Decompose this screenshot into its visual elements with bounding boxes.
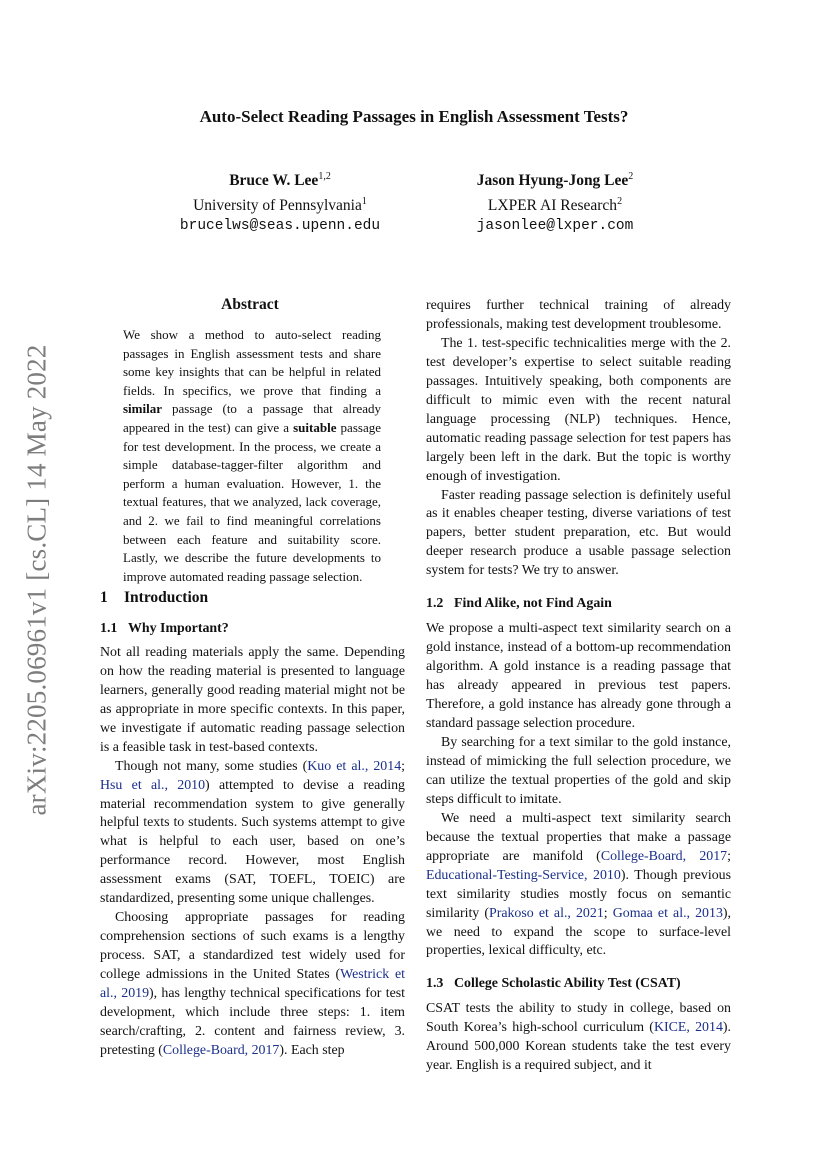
abstract-emphasis: similar xyxy=(123,401,162,417)
affiliation-superscript: 1 xyxy=(361,196,367,208)
citation-link[interactable]: Gomaa et al., 2013 xyxy=(612,905,723,921)
citation-link[interactable]: Educational-Testing-Service, 2010 xyxy=(426,867,621,883)
author-email[interactable]: jasonlee@lxper.com xyxy=(476,218,634,235)
subsection-title: Why Important? xyxy=(128,620,229,636)
citation-link[interactable]: Hsu et al., 2010 xyxy=(100,777,206,793)
paper-title: Auto-Select Reading Passages in English Assessment Tests? xyxy=(199,107,629,126)
subsection-heading xyxy=(100,620,405,639)
section-number: 1 xyxy=(100,589,108,606)
citation-link[interactable]: College-Board, 2017 xyxy=(162,1042,280,1058)
paragraph: CSAT tests the ability to study in college, based on South Korea’s high-school curriculum (KICE, 2014). Around 500,000 Korean students take the test every year. English is a required subject, and it xyxy=(426,1001,731,1074)
arxiv-label: arXiv:2205.06961v1 [cs.CL] 14 May 2022 xyxy=(21,344,52,816)
author-affiliation: LXPER AI Research xyxy=(487,197,618,215)
citation-link[interactable]: Westrick et al., 2019 xyxy=(100,967,405,1002)
citation-link[interactable]: KICE, 2014 xyxy=(653,1020,723,1036)
paragraph: By searching for a text similar to the gold instance, instead of mimicking the full selection procedure, we can utilize the textual properties of the gold and skip steps difficult to imitate. xyxy=(426,734,731,807)
abstract-body xyxy=(123,326,381,586)
author-superscript: 2 xyxy=(628,171,634,182)
subsection-heading xyxy=(426,975,731,994)
affiliation-superscript: 2 xyxy=(617,196,623,208)
citation-link[interactable]: Kuo et al., 2014 xyxy=(307,758,402,774)
left-column xyxy=(100,589,405,1061)
paragraph: Faster reading passage selection is definitely useful as it enables cheaper testing, diverse variations of test papers, better student preparation, etc. But would deeper research produce a usable passage selection system for tests? We try to answer. xyxy=(426,487,731,579)
citation-link[interactable]: College-Board, 2017 xyxy=(600,848,728,864)
subsection-heading xyxy=(426,595,731,614)
paragraph: The 1. test-specific technicalities merge with the 2. test developer’s expertise to select suitable reading passages. Intuitively speaking, both components are difficult to mimic even with the recent natural language processing (NLP) techniques. Hence, automatic reading passage selection for test papers has largely been left in the dark. But the topic is worthy enough of investigation. xyxy=(426,335,731,484)
paragraph: Choosing appropriate passages for reading comprehension sections of such exams is a lengthy process. SAT, a standardized test widely used for college admissions in the United States (Westrick et al., 2019), has lengthy technical specifications for test development, which include three steps: 1. item search/crafting, 2. content and fairness review, 3. pretesting (College-Board, 2017). Each step xyxy=(100,910,405,1058)
paragraph: Not all reading materials apply the same. Depending on how the reading material is presented to language learners, generally good reading material might not be as appropriate in more specific contexts. In this paper, we investigate if automatic reading passage selection is a feasible task in test-based contexts. xyxy=(100,644,405,755)
author-block-2 xyxy=(420,166,690,237)
abstract-text: passage for test development. In the process, we create a simple database-tagger-filter algorithm and perform a human evaluation. However, 1. the textual features, that we analyzed, lack coverage, and 2. we fail to find meaningful correlations between each feature and suitability score. Lastly, we describe the future developments to improve automated reading passage selection. xyxy=(123,419,381,584)
author-name: Jason Hyung-Jong Lee xyxy=(476,172,629,190)
subsection-number: 1.2 xyxy=(426,596,444,612)
paragraph: We propose a multi-aspect text similarity search on a gold instance, instead of a bottom-up recommendation algorithm. A gold instance is a reading passage that has already appeared in previous test papers. Therefore, a gold instance has already gone through a standard passage selection procedure. xyxy=(426,621,731,732)
abstract-emphasis: suitable xyxy=(293,419,337,435)
subsection-number: 1.3 xyxy=(426,976,444,992)
author-affiliation: University of Pennsylvania xyxy=(193,197,362,215)
right-column xyxy=(426,297,731,1076)
abstract-text: We show a method to auto-select reading passages in English assessment tests and share some key insights that can be helpful in related fields. In specifics, we prove that finding a xyxy=(123,327,381,398)
author-superscript: 1,2 xyxy=(318,171,331,182)
subsection-title: Find Alike, not Find Again xyxy=(454,596,612,612)
author-block-1 xyxy=(150,166,410,237)
author-name: Bruce W. Lee xyxy=(229,172,319,190)
subsection-number: 1.1 xyxy=(100,620,118,636)
paragraph: requires further technical training of already professionals, making test development troublesome. xyxy=(426,298,731,332)
abstract-heading: Abstract xyxy=(221,296,279,313)
section-title: Introduction xyxy=(124,589,209,606)
paragraph: We need a multi-aspect text similarity search because the textual properties that make a passage appropriate are manifold (College-Board, 2017; Educational-Testing-Service, 2010). Though previous text similarity studies mostly focus on semantic similarity (Prakoso et al., 2021; Gomaa et al., 2013), we need to expand the scope to surface-level properties, lexical difficulty, etc. xyxy=(426,810,732,959)
paragraph: Though not many, some studies (Kuo et al., 2014; Hsu et al., 2010) attempted to devise a reading material recommendation system to give generally helpful texts to students. Such systems attempt to give what is helpful to each user, based on one’s performance record. However, most English assessment exams (SAT, TOEFL, TOEIC) are standardized, presenting some unique challenges. xyxy=(100,758,405,907)
arxiv-identifier xyxy=(12,300,62,860)
abstract-text: passage (to a passage that already appeared in the test) can give a xyxy=(123,401,381,435)
citation-link[interactable]: Prakoso et al., 2021 xyxy=(488,905,604,921)
section-heading xyxy=(100,589,405,608)
subsection-title: College Scholastic Ability Test (CSAT) xyxy=(454,976,681,992)
author-email[interactable]: brucelws@seas.upenn.edu xyxy=(179,218,381,235)
